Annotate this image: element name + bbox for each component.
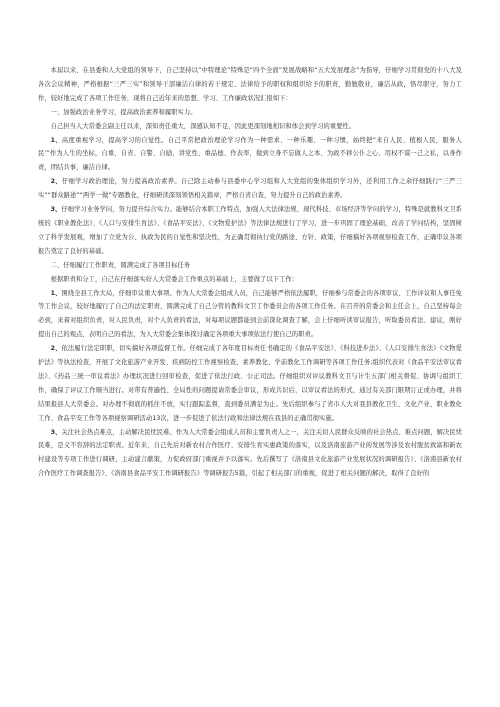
paragraph [38, 259, 462, 273]
paragraph-number: 3、 [50, 206, 62, 214]
paragraph [38, 287, 462, 343]
paragraph-text: 关注社会热点难点，主动解决民忧民难。作为人大常委会组成人员和主要负责人之一，关注关切人民群众反映的社会热点、难点问题，解决民忧民难，是义不容辞的法定职责。近年来，自己先后对新农村合作医疗、安排生育实惠政策的落实，以及洛南旅游产业的发展等涉及农村脱贫致富和新农村建设等专项工作进行调研，主动建言献策，力促政府部门重视并予以落实。先后撰写了《洛南县文化旅游产业发展状况的调研报告》、《洛南县新农村合作医疗工作调查报告》、《洛南县食品平安工作调研报告》等调研报告5篇，引起了相关部门的重视，促进了相关问题的解决，取得了良好的 [38, 428, 463, 478]
paragraph-number: 2、 [50, 345, 62, 353]
document-body [38, 64, 462, 481]
paragraph [38, 426, 462, 482]
paragraph-number: 3、 [50, 428, 62, 436]
paragraph [38, 120, 462, 134]
paragraph [38, 273, 462, 287]
paragraph-number: 1、 [50, 136, 62, 144]
paragraph-text: 仔细学习政治理论，努力提高政治素养。自己除主动参与县委中心学习组和人大党组的集体组织学习外，还利用工作之余仔细践行“三严三实”“群众路途”“两学一做”专题教化，仔细研读深刻领悟相关篇章，严格自省自查，努力提升自己的政治素养。 [38, 178, 462, 200]
paragraph-text: 依法履行法定职职，切实搞好各项监督工作。仔细完成了各年度目标责任书确定的《食品平安法》、《科技进步法》、《人口安排生育法》《文物爱护法》等执法检查，开展了文化旅游产业开发、疾病防控工作视察检查，素养教化、学前教化工作调研等各项工作任务;组织代表对《食品平安法审议看法》、《药品三统一审议看法》办理状况进行回审检查，促进了依法行政、公正司法。仔细组织对评议教科文卫与计生五部门相关督促、协调与组织工作，确保了评议工作顺当进行。对带有普遍性、全局性的问题提请常委会审议，形成共识后，以审议看法的形式，通过有关部门限期订正或办理，并将结果报县人大常委会。对办理不彻底的抓住不放，实行跟踪监督，直到委员满足为止。先后组织参与了省市人大对我县教化卫生、文化产业、职业教化工作、食品平安工作等各项视察调研活动13次，进一步促进了依法行政和法律法规在我县的正确贯彻实施。 [38, 345, 463, 422]
paragraph-text: 围绕全县工作大局，仔细审议重大事项。作为人大常委会组成人员，自己能够严格依法履职，仔细参与常委会的各项审议、工作评议和人事任免等工作会议，较好地履行了自己的法定职责，圆满完成了自己分管的教科文卫工作委员会的各项工作任务。在召开的常委会和主任会上，自己坚持每会必到，来着对组织负责，对人民负责，对个人负责的看法，对每项议题都能到会前深化调查了解，会上仔细听读审议报告，听取委员看法、建议，刚好提出自己的观点，表明自己的看法，为人大常委会集体探讨确定各项重大事项依法行使自己的职责。 [38, 289, 463, 339]
paragraph-number: 1、 [50, 289, 62, 297]
paragraph [38, 106, 462, 120]
paragraph-text: 自己担当人大常委会副主任以来，深知责任重大，深感认知不足，因此更深刻地相识和体会到学习的重要性。 [50, 122, 356, 130]
paragraph [38, 134, 462, 176]
paragraph-text: 本届以来，在县委和人大党组的领导下，自己坚持以“中特理论”特殊是“四个全面”发展战略和“五大发展理念”为指导，仔细学习贯彻党的十八大及各次会议精神，严格根据“三严三实”和领导干部廉洁自律的若干规定、法律给予的职权和组织给予的职责，勤勉敬业，廉洁从政，恪尽职守，努力工作，较好地完成了各项工作任务，现将自己近年来的思想、学习、工作廉政状况汇报如下： [38, 67, 462, 102]
paragraph-text: 仔细学习业务学问，努力提升综合实力。能够结合本职工作特点，加强人大法律法规、现代科技、市场经济等学问的学习，特殊是就教科文卫系统的《职业教化法》、《人口与安排生育法》、《食品平安法》、《文物爱护法》等法律法规进行了学习，进一步巩固了理论基础，改善了学问结构，坚固树立了科学发展观，增加了立党为公、执政为民的自觉性和坚决性，为正确贯彻执行党的路途、方针、政策，仔细搞好各项视察检查工作，正确审议各项报告奠定了良好的基础。 [38, 206, 463, 255]
paragraph [38, 64, 462, 106]
paragraph [38, 203, 462, 259]
paragraph [38, 175, 462, 203]
paragraph-text: 根据职责和分工，自己在仔细落实好人大常委会工作重点的基础上，主要做了以下工作： [50, 275, 299, 283]
paragraph-text: 高度重视学习，提高学习的自觉性。自己平常把政治理论学习作为一种需求、一种乐趣、一种习惯，始终把“来自人民、植根人民，服务人民’”作为人生的坐标，自重、自省、自警、自励，讲党性、重品德、作表率，做到立身不忘做人之本、为政不移公仆之心、用权不谋一己之私，以身作责，团结共事，廉洁自律。 [38, 136, 462, 172]
paragraph [38, 342, 462, 425]
paragraph-text: 二、仔细履行工作职责，圆满完成了各项目标任务 [50, 261, 191, 269]
paragraph-number: 2、 [50, 178, 62, 186]
paragraph-text: 一、加强政治业务学习，提高政治素养和履职实力。 [50, 108, 197, 116]
